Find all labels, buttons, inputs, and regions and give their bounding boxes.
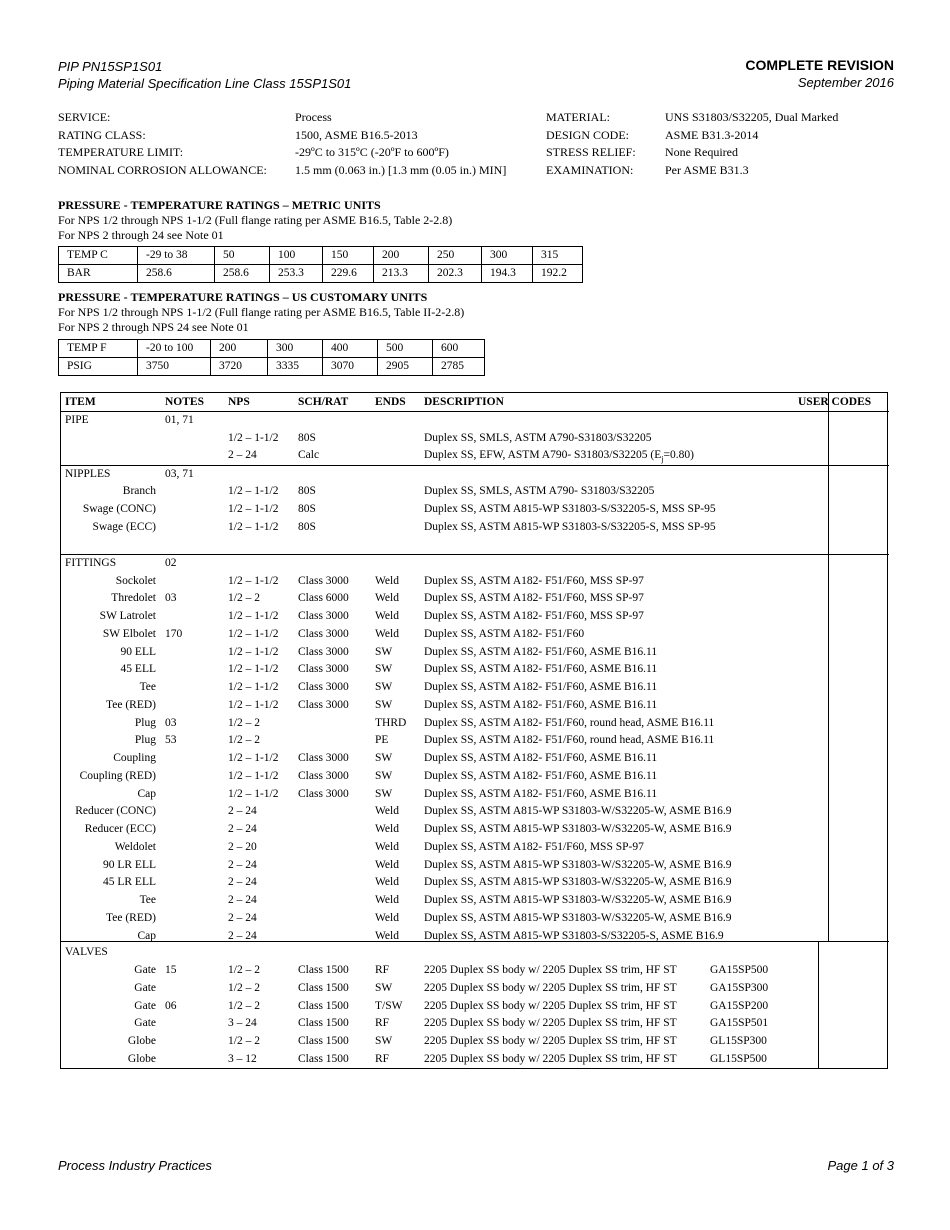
row-item: Thredolet [111, 592, 156, 605]
row-sch: Class 3000 [298, 645, 349, 658]
row-description: Duplex SS, ASTM A182- F51/F60, MSS SP-97 [424, 574, 644, 587]
doc-id: PIP PN15SP1S01 [58, 59, 163, 74]
row-description: Duplex SS, ASTM A815-WP S31803-W/S32205-W, ASME B16.9 [424, 858, 732, 871]
table-row [61, 750, 889, 768]
info-value: Per ASME B31.3 [665, 163, 749, 178]
row-sch: Class 3000 [298, 787, 349, 800]
row-sch: Class 1500 [298, 981, 349, 994]
row-item: 90 ELL [120, 645, 156, 658]
row-ends: SW [375, 752, 393, 764]
row-description: Duplex SS, ASTM A182- F51/F60, MSS SP-97 [424, 610, 644, 622]
row-description: Duplex SS, ASTM A815-WP S31803-W/S32205-W, ASME B16.9 [424, 805, 732, 818]
table-cell: 2905 [378, 358, 433, 376]
metric-note: For NPS 2 through 24 see Note 01 [58, 228, 224, 242]
doc-title: Piping Material Specification Line Class 15SP1S01 [58, 76, 352, 91]
info-left-labels [58, 109, 267, 180]
row-ends: RF [375, 964, 390, 976]
row-item: Tee [139, 681, 156, 693]
table-row [61, 555, 889, 573]
row-nps: 3 – 24 [228, 1017, 257, 1030]
row-description: Duplex SS, ASTM A182- F51/F60, ASME B16.11 [424, 787, 658, 800]
row-ends: SW [375, 787, 393, 800]
info-label: NOMINAL CORROSION ALLOWANCE: [58, 163, 267, 178]
row-nps: 2 – 24 [228, 911, 257, 924]
row-item: Globe [127, 1035, 156, 1047]
us-note: For NPS 1/2 through NPS 1-1/2 (Full flange rating per ASME B16.5, Table II-2-2.8) [58, 305, 465, 319]
us-ratings-table [58, 339, 485, 376]
row-description: Duplex SS, SMLS, ASTM A790-S31803/S32205 [424, 432, 652, 444]
table-row [61, 928, 889, 946]
row-ends: SW [375, 698, 393, 711]
row-item: Swage (ECC) [92, 521, 156, 533]
row-sch: Class 1500 [298, 1035, 349, 1047]
section-label-pipe: PIPE [65, 414, 89, 426]
row-ends: Weld [375, 610, 399, 622]
row-notes: 01, 71 [165, 414, 194, 426]
table-cell: 300 [268, 340, 323, 358]
row-nps: 1/2 – 1-1/2 [228, 503, 279, 515]
row-item: Sockolet [115, 574, 156, 587]
metric-ratings-table [58, 246, 583, 283]
table-row [61, 857, 889, 875]
table-row [61, 715, 889, 733]
row-description: 2205 Duplex SS body w/ 2205 Duplex SS trim, HF ST [424, 1052, 677, 1065]
table-cell: 200 [374, 247, 429, 265]
row-sch: Class 1500 [298, 1017, 349, 1030]
table-row [61, 679, 889, 697]
row-ends: T/SW [375, 999, 403, 1012]
row-item: Gate [134, 964, 156, 976]
table-row [61, 590, 889, 608]
desc-part: Duplex SS, EFW, ASTM A790- S31803/S32205 (E [424, 449, 662, 461]
table-row [61, 732, 889, 750]
row-notes: 170 [165, 627, 183, 640]
table-cell: 192.2 [533, 265, 583, 283]
row-ends: Weld [375, 858, 399, 871]
row-sch: Class 3000 [298, 769, 349, 782]
row-sch: 80S [298, 432, 316, 444]
section-label-valves: VALVES [65, 946, 108, 958]
table-cell: BAR [59, 265, 138, 283]
row-nps: 1/2 – 1-1/2 [228, 787, 279, 800]
us-temp-row [59, 340, 485, 358]
row-ends: RF [375, 1017, 390, 1030]
row-ends: Weld [375, 894, 399, 906]
row-ends: Weld [375, 574, 399, 587]
table-cell: PSIG [59, 358, 138, 376]
row-item: Coupling (RED) [79, 769, 156, 782]
info-value: 1.5 mm (0.063 in.) [1.3 mm (0.05 in.) MIN] [295, 163, 507, 178]
row-sch: Class 6000 [298, 592, 349, 605]
row-nps: 2 – 24 [228, 823, 257, 835]
row-item: Gate [134, 999, 156, 1012]
info-label: RATING CLASS: [58, 127, 146, 142]
metric-ratings-title: PRESSURE - TEMPERATURE RATINGS – METRIC UNITS [58, 198, 381, 212]
table-row [61, 803, 889, 821]
row-sch: Class 1500 [298, 964, 349, 976]
row-description: Duplex SS, ASTM A815-WP S31803-W/S32205-W, ASME B16.9 [424, 823, 732, 835]
row-sch: Class 3000 [298, 698, 349, 711]
table-cell: 253.3 [270, 265, 323, 283]
row-nps: 1/2 – 1-1/2 [228, 663, 279, 676]
row-nps: 1/2 – 1-1/2 [228, 432, 279, 444]
row-item: Gate [134, 981, 156, 994]
table-row [61, 519, 889, 537]
row-nps: 2 – 24 [228, 858, 257, 871]
table-cell: 2785 [433, 358, 485, 376]
row-item: Cap [137, 787, 156, 800]
us-ratings-title: PRESSURE - TEMPERATURE RATINGS – US CUSTOMARY UNITS [58, 290, 428, 304]
row-sch: 80S [298, 485, 316, 497]
info-right-labels [546, 109, 636, 180]
row-sch: 80S [298, 503, 316, 515]
row-description: 2205 Duplex SS body w/ 2205 Duplex SS trim, HF ST [424, 999, 677, 1012]
row-ends: SW [375, 1035, 393, 1047]
row-sch: Calc [298, 449, 320, 461]
table-cell: 600 [433, 340, 485, 358]
table-row [61, 786, 889, 804]
col-header-sch: SCH/RAT [298, 396, 349, 408]
row-description: Duplex SS, ASTM A182- F51/F60, ASME B16.11 [424, 698, 658, 711]
revision-status: COMPLETE REVISION [745, 57, 894, 73]
section-label-fittings: FITTINGS [65, 557, 117, 569]
row-ends: SW [375, 769, 393, 782]
table-row [61, 466, 889, 484]
row-sch: Class 3000 [298, 663, 349, 676]
col-header-user-codes: USER CODES [798, 396, 872, 408]
table-cell: TEMP C [59, 247, 138, 265]
row-user-code: GA15SP501 [710, 1017, 769, 1030]
row-sch: Class 3000 [298, 627, 349, 640]
table-row [61, 1015, 889, 1033]
table-row [61, 998, 889, 1016]
info-label: EXAMINATION: [546, 163, 634, 178]
info-label: MATERIAL: [546, 110, 610, 124]
row-nps: 1/2 – 1-1/2 [228, 485, 279, 497]
table-cell: 250 [429, 247, 482, 265]
us-pressure-row [59, 358, 485, 376]
row-ends: SW [375, 645, 393, 658]
info-value: ASME B31.3-2014 [665, 127, 759, 142]
table-row [61, 447, 889, 465]
row-item: Swage (CONC) [82, 503, 156, 515]
row-item: Plug [134, 716, 156, 729]
row-description: 2205 Duplex SS body w/ 2205 Duplex SS trim, HF ST [424, 981, 677, 994]
table-cell: 150 [323, 247, 374, 265]
desc-part: =0.80) [663, 449, 694, 461]
table-cell: 300 [482, 247, 533, 265]
revision-block [745, 57, 894, 91]
table-row [61, 483, 889, 501]
row-description: Duplex SS, ASTM A182- F51/F60, round head, ASME B16.11 [424, 716, 715, 729]
row-description: Duplex SS, ASTM A182- F51/F60, ASME B16.11 [424, 752, 658, 764]
table-cell: 3720 [211, 358, 268, 376]
row-notes: 03, 71 [165, 468, 194, 480]
table-row [61, 892, 889, 910]
us-note: For NPS 2 through NPS 24 see Note 01 [58, 320, 249, 334]
table-row [61, 944, 889, 962]
table-cell: 194.3 [482, 265, 533, 283]
row-notes: 06 [165, 999, 177, 1012]
table-row [61, 910, 889, 928]
table-cell: 500 [378, 340, 433, 358]
row-description: 2205 Duplex SS body w/ 2205 Duplex SS trim, HF ST [424, 1017, 677, 1030]
document-header [58, 58, 351, 92]
row-ends: Weld [375, 805, 399, 818]
row-description: Duplex SS, ASTM A182- F51/F60, ASME B16.11 [424, 681, 658, 693]
table-row [61, 839, 889, 857]
row-item: Globe [127, 1052, 156, 1065]
row-ends: SW [375, 981, 393, 994]
row-description: Duplex SS, ASTM A815-WP S31803-S/S32205-S, MSS SP-95 [424, 503, 716, 515]
table-row [61, 980, 889, 998]
col-header-item: ITEM [65, 396, 96, 408]
row-user-code: GA15SP300 [710, 981, 769, 994]
row-description: Duplex SS, ASTM A182- F51/F60, ASME B16.11 [424, 645, 658, 658]
row-nps: 2 – 24 [228, 805, 257, 818]
row-nps: 1/2 – 2 [228, 716, 260, 729]
row-nps: 1/2 – 2 [228, 964, 260, 976]
table-cell: 200 [211, 340, 268, 358]
row-nps: 3 – 12 [228, 1052, 257, 1065]
row-description: Duplex SS, ASTM A815-WP S31803-W/S32205-W, ASME B16.9 [424, 911, 732, 924]
table-row [61, 430, 889, 448]
row-ends: Weld [375, 840, 399, 853]
row-item: SW Elbolet [102, 627, 156, 640]
table-cell: 315 [533, 247, 583, 265]
row-sch: Class 3000 [298, 752, 349, 764]
row-sch: Class 3000 [298, 610, 349, 622]
table-cell: 50 [215, 247, 270, 265]
row-nps: 1/2 – 2 [228, 999, 260, 1012]
row-description: Duplex SS, ASTM A182- F51/F60, ASME B16.11 [424, 663, 658, 676]
row-nps: 1/2 – 1-1/2 [228, 610, 279, 622]
row-item: Tee (RED) [106, 911, 156, 924]
table-cell: 202.3 [429, 265, 482, 283]
row-nps: 2 – 24 [228, 449, 257, 461]
row-nps: 1/2 – 2 [228, 1035, 260, 1047]
row-ends: RF [375, 1052, 390, 1065]
table-cell: 258.6 [138, 265, 215, 283]
table-row [61, 821, 889, 839]
info-value: -29ºC to 315ºC (-20ºF to 600ºF) [295, 145, 449, 160]
metric-pressure-row [59, 265, 583, 283]
us-ratings-section [58, 290, 464, 335]
row-item: 90 LR ELL [102, 858, 156, 871]
row-item: Cap [137, 929, 156, 942]
info-value: 1500, ASME B16.5-2013 [295, 127, 418, 142]
row-nps: 1/2 – 2 [228, 981, 260, 994]
metric-ratings-section [58, 198, 452, 243]
row-item: Gate [134, 1017, 156, 1030]
row-description: 2205 Duplex SS body w/ 2205 Duplex SS trim, HF ST [424, 1035, 677, 1047]
info-label: SERVICE: [58, 110, 111, 124]
row-nps: 2 – 24 [228, 929, 257, 942]
metric-note: For NPS 1/2 through NPS 1-1/2 (Full flange rating per ASME B16.5, Table 2-2.8) [58, 213, 453, 227]
row-description: Duplex SS, ASTM A182- F51/F60, MSS SP-97 [424, 592, 644, 605]
row-nps: 1/2 – 2 [228, 734, 260, 747]
row-item: 45 ELL [120, 663, 156, 676]
footer-org: Process Industry Practices [58, 1158, 212, 1173]
row-ends: SW [375, 681, 393, 693]
table-row [61, 962, 889, 980]
table-cell: 400 [323, 340, 378, 358]
row-ends: Weld [375, 592, 399, 605]
table-row [61, 412, 889, 430]
table-cell: TEMP F [59, 340, 138, 358]
row-notes: 03 [165, 592, 177, 605]
row-sch: Class 3000 [298, 681, 349, 693]
table-cell: 229.6 [323, 265, 374, 283]
table-row [61, 608, 889, 626]
row-description: Duplex SS, ASTM A815-WP S31803-W/S32205-W, ASME B16.9 [424, 894, 732, 906]
row-nps: 1/2 – 1-1/2 [228, 627, 279, 640]
section-label-nipples: NIPPLES [65, 468, 111, 480]
row-sch: Class 1500 [298, 999, 349, 1012]
row-ends: Weld [375, 929, 399, 942]
row-description: Duplex SS, ASTM A182- F51/F60, MSS SP-97 [424, 840, 644, 853]
row-nps: 1/2 – 1-1/2 [228, 574, 279, 587]
table-row [61, 501, 889, 519]
table-cell: -20 to 100 [138, 340, 211, 358]
table-cell: 3335 [268, 358, 323, 376]
row-description: Duplex SS, SMLS, ASTM A790- S31803/S32205 [424, 485, 655, 497]
row-notes: 15 [165, 964, 177, 976]
row-item: Tee (RED) [106, 698, 156, 711]
info-label: TEMPERATURE LIMIT: [58, 145, 184, 160]
row-description: Duplex SS, ASTM A182- F51/F60, round head, ASME B16.11 [424, 734, 715, 747]
metric-temp-row [59, 247, 583, 265]
info-value: UNS S31803/S32205, Dual Marked [665, 110, 839, 124]
row-ends: Weld [375, 627, 399, 640]
table-row [61, 1051, 889, 1069]
row-notes: 02 [165, 557, 177, 569]
row-item: 45 LR ELL [102, 876, 156, 889]
row-description: 2205 Duplex SS body w/ 2205 Duplex SS trim, HF ST [424, 964, 677, 976]
row-nps: 2 – 20 [228, 840, 257, 853]
row-nps: 2 – 24 [228, 876, 257, 889]
info-right-values [665, 109, 838, 180]
table-header-row [61, 394, 889, 412]
table-cell: -29 to 38 [138, 247, 215, 265]
row-item: Reducer (ECC) [84, 823, 156, 835]
col-header-notes: NOTES [165, 396, 204, 408]
row-ends: SW [375, 663, 393, 676]
row-nps: 1/2 – 2 [228, 592, 260, 605]
table-cell: 3750 [138, 358, 211, 376]
info-label: DESIGN CODE: [546, 127, 629, 142]
table-cell: 213.3 [374, 265, 429, 283]
row-item: Branch [122, 485, 156, 497]
table-cell: 100 [270, 247, 323, 265]
table-row [61, 1033, 889, 1051]
table-row [61, 626, 889, 644]
col-header-description: DESCRIPTION [424, 396, 504, 408]
row-sch: Class 3000 [298, 574, 349, 587]
row-description: Duplex SS, ASTM A815-WP S31803-S/S32205-S, MSS SP-95 [424, 521, 716, 533]
row-item: Weldolet [114, 840, 156, 853]
info-value: None Required [665, 145, 738, 160]
row-ends: THRD [375, 716, 407, 729]
info-left-values [295, 109, 506, 180]
row-user-code: GL15SP300 [710, 1035, 767, 1047]
row-item: Coupling [113, 752, 156, 764]
row-sch: 80S [298, 521, 316, 533]
row-description: Duplex SS, ASTM A815-WP S31803-S/S32205-S, ASME B16.9 [424, 929, 724, 942]
revision-date: September 2016 [797, 75, 894, 90]
table-row [61, 697, 889, 715]
row-sch: Class 1500 [298, 1052, 349, 1065]
row-user-code: GL15SP500 [710, 1052, 767, 1065]
table-row [61, 768, 889, 786]
table-cell: 3070 [323, 358, 378, 376]
row-description: Duplex SS, ASTM A182- F51/F60, ASME B16.11 [424, 769, 658, 782]
row-item: Plug [134, 734, 156, 747]
row-ends: Weld [375, 911, 399, 924]
row-nps: 1/2 – 1-1/2 [228, 681, 279, 693]
row-description: Duplex SS, ASTM A815-WP S31803-W/S32205-W, ASME B16.9 [424, 876, 732, 889]
row-user-code: GA15SP200 [710, 999, 769, 1012]
table-row [61, 874, 889, 892]
row-ends: Weld [375, 876, 399, 889]
col-header-nps: NPS [228, 396, 250, 408]
row-nps: 1/2 – 1-1/2 [228, 769, 279, 782]
row-item: SW Latrolet [99, 610, 156, 622]
row-notes: 53 [165, 734, 177, 747]
col-header-ends: ENDS [375, 396, 406, 408]
table-row [61, 573, 889, 591]
table-row [61, 661, 889, 679]
section-divider [61, 941, 889, 942]
page-number: Page 1 of 3 [827, 1158, 894, 1173]
row-nps: 1/2 – 1-1/2 [228, 698, 279, 711]
row-nps: 1/2 – 1-1/2 [228, 645, 279, 658]
row-ends: Weld [375, 823, 399, 835]
table-cell: 258.6 [215, 265, 270, 283]
row-notes: 03 [165, 716, 177, 729]
row-description: Duplex SS, ASTM A182- F51/F60 [424, 627, 585, 640]
row-item: Tee [139, 894, 156, 906]
materials-table [60, 392, 888, 1069]
row-nps: 1/2 – 1-1/2 [228, 521, 279, 533]
desc-subscript: j [661, 454, 664, 464]
info-value: Process [295, 110, 332, 124]
row-nps: 1/2 – 1-1/2 [228, 752, 279, 764]
table-row [61, 644, 889, 662]
row-ends: PE [375, 734, 389, 747]
info-label: STRESS RELIEF: [546, 145, 636, 160]
row-user-code: GA15SP500 [710, 964, 769, 976]
row-item: Reducer (CONC) [75, 805, 156, 818]
row-nps: 2 – 24 [228, 894, 257, 906]
